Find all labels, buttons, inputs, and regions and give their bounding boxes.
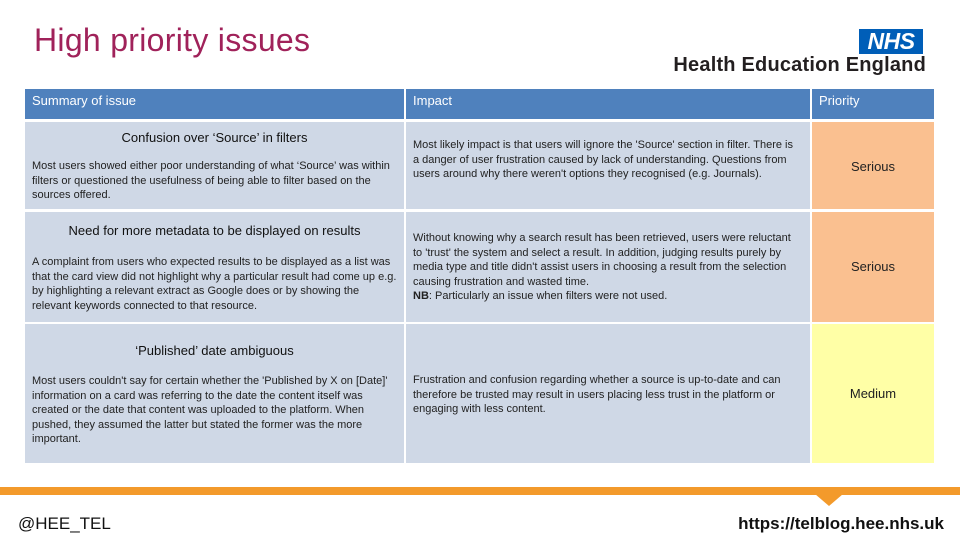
priority-label: Medium [849, 386, 897, 401]
table-row-2-summary [25, 212, 404, 322]
table-row-2-impact [406, 212, 810, 322]
header-impact: Impact [406, 89, 810, 119]
table-row-3-summary [25, 324, 404, 463]
impact-body: Frustration and confusion regarding whether a source is up-to-date and can therefore be trusted may result in users placing less trust in the platform or engaging with less content. [413, 374, 781, 415]
table-row-1-priority [812, 122, 934, 209]
priority-label: Serious [850, 159, 896, 174]
header-priority: Priority [812, 89, 934, 119]
org-name: Health Education England [673, 54, 926, 76]
table-row-3-priority [812, 324, 934, 463]
impact-text [413, 373, 800, 417]
page-title: High priority issues [34, 22, 311, 58]
table-row-1-impact [406, 122, 810, 209]
table-row-3-impact [406, 324, 810, 463]
impact-note-label: NB [413, 290, 429, 302]
header-summary: Summary of issue [25, 89, 404, 119]
issue-description: Most users showed either poor understanding of what ‘Source’ was within filters or questioned the usefulness of being able to filter based on the sources offered. [32, 160, 390, 201]
blog-url[interactable]: https://telblog.hee.nhs.uk [738, 514, 944, 533]
nhs-logo: NHS [859, 29, 923, 54]
issue-title: ‘Published’ date ambiguous [135, 343, 294, 358]
impact-text [413, 138, 800, 182]
impact-body: Without knowing why a search result has been retrieved, users were reluctant to 'trust' the system and select a result. In addition, judging results purely by media type and title didn't assist users in choosing a result from the selection causing frustration and wasted time. [413, 232, 791, 288]
issue-description: Most users couldn't say for certain whether the 'Published by X on [Date]' information on a card was referring to the date the content itself was created or the date that content was uploaded to the platform. When pushed, they assumed the latter but stated the former was the more important. [32, 375, 388, 445]
footer-notch [815, 494, 843, 506]
twitter-handle: @HEE_TEL [18, 514, 111, 533]
issue-description: A complaint from users who expected results to be displayed as a list was that the card view did not highlight why a particular result had come up e.g. by highlighting a relevant extract as Google does or by showing the relevant keywords connected to that resource. [32, 256, 397, 312]
impact-text [413, 231, 800, 304]
issue-title: Need for more metadata to be displayed on results [68, 223, 361, 238]
impact-body: Most likely impact is that users will ignore the 'Source' section in filter. There is a danger of user frustration caused by lack of understanding. Questions from users around why there weren't options they recognised (e.g. Journals). [413, 139, 793, 180]
priority-label: Serious [850, 259, 896, 274]
issue-title: Confusion over ‘Source’ in filters [121, 130, 308, 145]
impact-note: : Particularly an issue when filters were not used. [428, 290, 668, 302]
table-row-2-priority [812, 212, 934, 322]
table-row-1-summary [25, 122, 404, 209]
